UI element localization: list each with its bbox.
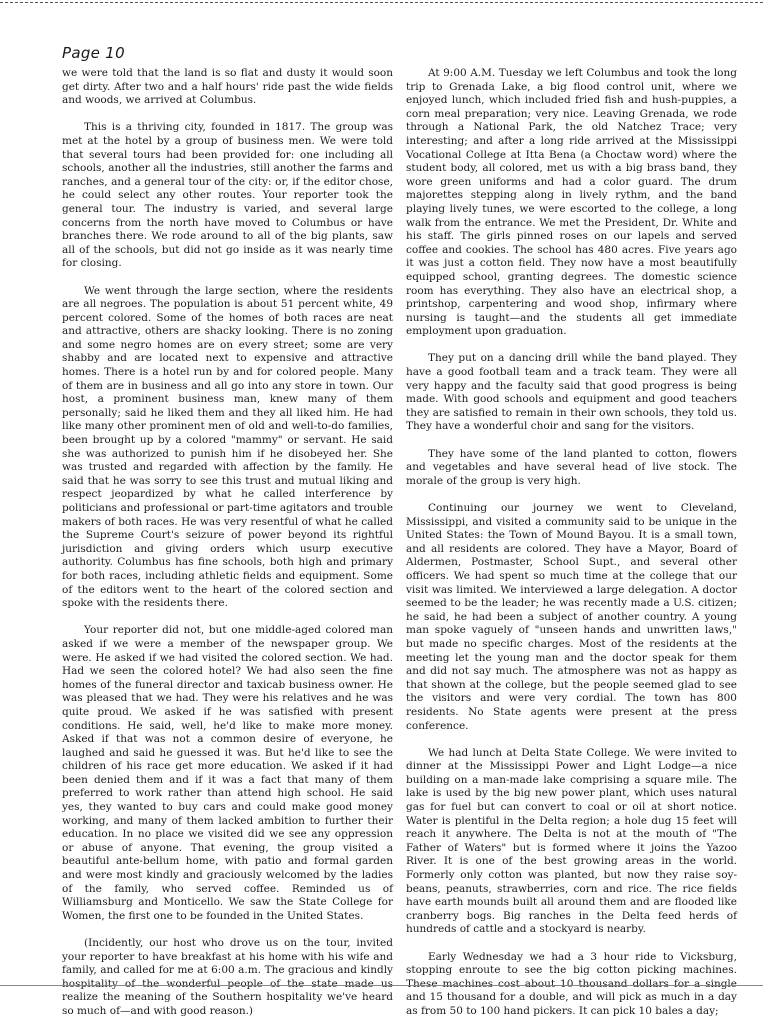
paragraph: Your reporter did not, but one middle-aged colored man asked if we were a member of the newspaper group. We were. He asked if we had visited the colored section. We had. Had we seen the colored hotel? We had also seen the fine homes of the funeral director and taxicab business owner. He was pleased that we had. They were his relatives and he was quite proud. We asked if he was satisfied with present conditions. He said, well, he'd like to make more money. Asked if that was not a common desire of everyone, he laughed and said he guessed it was. But he'd like to see the children of his race get more education. We asked if it had been denied them and if it was a fact that many of them preferred to work rather than attend high school. He said yes, they wanted to buy cars and could make good money working, and many of them lacked ambition to further their education. In no place we visited did we see any oppression or abuse of anyone. That evening, the group visited a beautiful ante-bellum home, with patio and formal garden and were most kindly and graciously welcomed by the ladies of the family, who served coffee. Reminded us of Williamsburg and Monticello. We saw the State College for Women, the first one to be founded in the United States. <box>62 624 393 922</box>
bottom-rule <box>0 985 763 986</box>
right-column <box>406 67 737 1032</box>
paragraph: This is a thriving city, founded in 1817. The group was met at the hotel by a group of business men. We were told that several tours had been provided for: one including all schools, another all the industries, still another the farms and ranches, and a general tour of the city: or, if the editor chose, he could select any other routes. Your reporter took the general tour. The industry is varied, and several large concerns from the north have moved to Columbus or have branches there. We rode around to all of the big plants, saw all of the schools, but did not go inside as it was nearly time for closing. <box>62 121 393 270</box>
paragraph: Early Wednesday we had a 3 hour ride to Vicksburg, stopping enroute to see the big cotton picking machines. These machines cost about 10 thousand dollars for a single and 15 thousand for a double, and will pick as much in a day as from 50 to 100 hand pickers. It can pick 10 bales a day; <box>406 950 737 1017</box>
page-number: Page 10 <box>62 44 125 62</box>
paragraph: They have some of the land planted to cotton, flowers and vegetables and have several head of live stock. The morale of the group is very high. <box>406 447 737 487</box>
paragraph: (Incidently, our host who drove us on the tour, invited your reporter to have breakfast at his home with his wife and family, and called for me at 6:00 a.m. The gracious and kindly hospitality of the wonderful people of the state made us realize the meaning of the Southern hospitality we've heard so much of—and with good reason.) <box>62 937 393 1017</box>
left-column <box>62 67 393 1032</box>
paragraph: They put on a dancing drill while the band played. They have a good football team and a track team. They were all very happy and the faculty said that good progress is being made. With good schools and equipment and good teachers they are satisfied to remain in their own schools, they told us. They have a wonderful choir and sang for the visitors. <box>406 352 737 433</box>
paragraph: we were told that the land is so flat and dusty it would soon get dirty. After two and a half hours' ride past the wide fields and woods, we arrived at Columbus. <box>62 67 393 107</box>
top-rule <box>0 2 763 3</box>
paragraph: We went through the large section, where the residents are all negroes. The population is about 51 percent white, 49 percent colored. Some of the homes of both races are neat and attractive, others are shacky looking. There is no zoning and some negro homes are on every street; some are very shabby and are located next to expensive and attractive homes. There is a hotel run by and for colored people. Many of them are in business and all go into any store in town. Our host, a prominent business man, knew many of them personally; said he liked them and they all liked him. He had like many other prominent men of old and well-to-do families, been brought up by a colored "mammy" or servant. He said she was authorized to punish him if he disobeyed her. She was trusted and regarded with affection by the family. He said that he was sorry to see this trust and mutual liking and respect jeopardized by what he called interference by politicians and professional or part-time agitators and trouble makers of both races. He was very resentful of what he called the Supreme Court's seizure of power beyond its rightful jurisdiction and giving orders which usurp executive authority. Columbus has fine schools, both high and primary for both races, including athletic fields and equipment. Some of the editors went to the heart of the colored section and spoke with the residents there. <box>62 284 393 610</box>
paragraph: Continuing our journey we went to Cleveland, Mississippi, and visited a community said to be unique in the United States: the Town of Mound Bayou. It is a small town, and all residents are colored. They have a Mayor, Board of Aldermen, Postmaster, School Supt., and several other officers. We had spent so much time at the college that our visit was limited. We interviewed a large delegation. A doctor seemed to be the leader; he was recently made a U.S. citizen; he said, he had been a subject of another country. A young man spoke vaguely of "unseen hands and unwritten laws," but made no specific charges. Most of the residents at the meeting let the young man and the doctor speak for them and did not say much. The atmosphere was not as happy as that shown at the college, but the people seemed glad to see the visitors and were very cordial. The town has 800 residents. No State agents were present at the press conference. <box>406 502 737 732</box>
paragraph: At 9:00 A.M. Tuesday we left Columbus and took the long trip to Grenada Lake, a big flood control unit, where we enjoyed lunch, which included fried fish and hush-puppies, a corn meal preparation; very nice. Leaving Grenada, we rode through a National Park, the old Natchez Trace; very interesting; and after a long ride arrived at the Mississippi Vocational College at Itta Bena (a Choctaw word) where the student body, all colored, met us with a big brass band, they wore green uniforms and had a color guard. The drum majorettes stepping along in lively rythm, and the band playing lively tunes, we were escorted to the college, a long walk from the entrance. We met the President, Dr. White and his staff. The girls pinned roses on our lapels and served coffee and cookies. The school has 480 acres. Five years ago it was just a cotton field. They now have a most beautifully equipped school, granting degrees. The domestic science room has everything. They also have an electrical shop, a printshop, carpentering and wood shop, infirmary where nursing is taught—and the students all get immediate employment upon graduation. <box>406 67 737 338</box>
paragraph: We had lunch at Delta State College. We were invited to dinner at the Mississippi Power and Light Lodge—a nice building on a man-made lake comprising a square mile. The lake is used by the big new power plant, which uses natural gas for fuel but can convert to coal or oil at short notice. Water is plentiful in the Delta region; a hole dug 15 feet will reach it anywhere. The Delta is not at the mouth of "The Father of Waters" but is formed where it joins the Yazoo River. It is one of the best growing areas in the world. Formerly only cotton was planted, but now they raise soy-beans, peanuts, strawberries, corn and rice. The rice fields have earth mounds built all around them and are flooded like cranberry bogs. Big ranches in the Delta feed herds of hundreds of cattle and a stockyard is nearby. <box>406 746 737 936</box>
